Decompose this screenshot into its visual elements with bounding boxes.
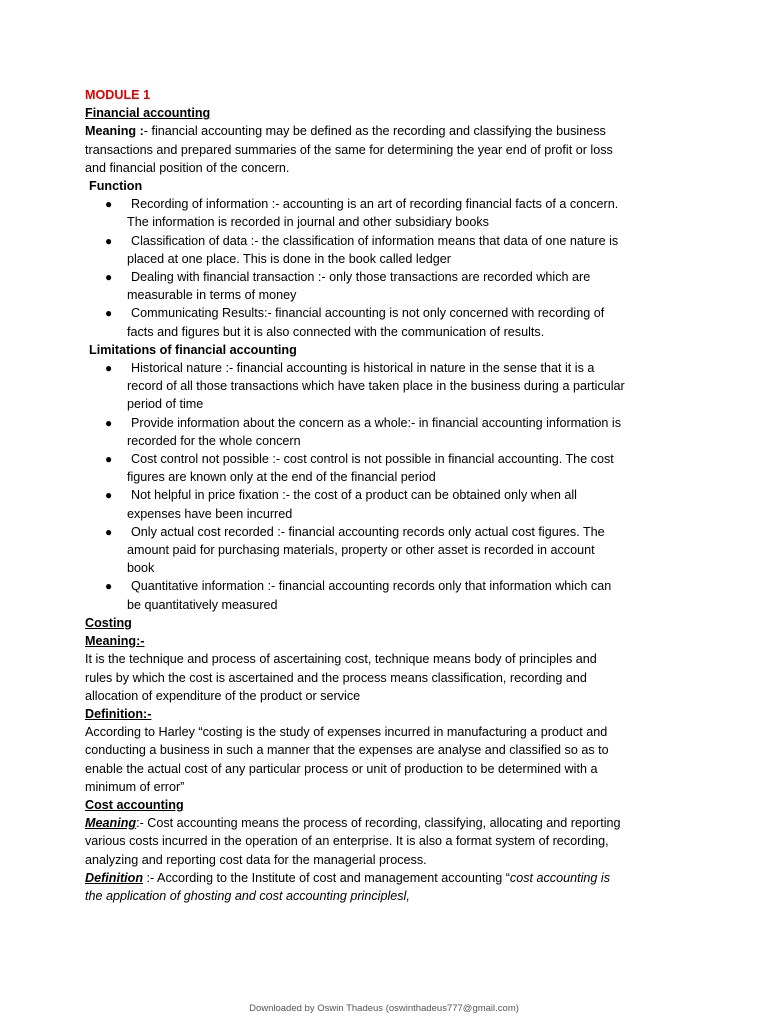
list-item: ● Classification of data :- the classification of information means that data of one nature is placed at one place. This is done in the book called ledger (105, 233, 619, 266)
financial-accounting-heading: Financial accounting (85, 106, 211, 121)
list-item: ● Historical nature :- financial accounting is historical in nature in the sense that it is a record of all those transactions which have taken place in the business during a particular period of time (105, 361, 625, 412)
costing-definition-text: According to Harley “costing is the study of expenses incurred in manufacturing a product and conducting a business in such a manner that the expenses are analyse and classified so as to enable the actual cost of any particular process or unit of production to be determined with a minimum of error” (85, 725, 609, 794)
cost-accounting-meaning-text: :- Cost accounting means the process of recording, classifying, allocating and reporting various costs incurred in the operation of an enterprise. It is also a format system of recording, analyzing and reporting cost data for the managerial process. (85, 816, 621, 867)
bullet-icon: ● (105, 233, 113, 248)
document-page (85, 86, 625, 905)
costing-heading: Costing (85, 615, 132, 630)
financial-accounting-meaning (85, 122, 625, 177)
cost-accounting-meaning (85, 814, 625, 869)
cost-accounting-heading: Cost accounting (85, 797, 184, 812)
list-item: ● Provide information about the concern as a whole:- in financial accounting information is recorded for the whole concern (105, 415, 622, 448)
meaning-label: Meaning : (85, 124, 144, 139)
bullet-icon: ● (105, 524, 113, 539)
cost-accounting-definition (85, 869, 625, 905)
bullet-icon: ● (105, 306, 113, 321)
bullet-icon: ● (105, 270, 113, 285)
limitations-heading: Limitations of financial accounting (89, 342, 297, 357)
costing-meaning-text: It is the technique and process of ascertaining cost, technique means body of principles and rules by which the cost is ascertained and the process means classification, recording and allocation of expenditure of the product or service (85, 652, 597, 703)
cost-accounting-definition-quote: cost accounting is the application of ghosting and cost accounting principlesl, (85, 870, 611, 903)
cost-accounting-definition-text: :- According to the Institute of cost and management accounting “ (143, 870, 510, 885)
list-item: ● Recording of information :- accounting is an art of recording financial facts of a concern. The information is recorded in journal and other subsidiary books (105, 197, 619, 230)
bullet-icon: ● (105, 415, 113, 430)
cost-accounting-definition-label: Definition (85, 870, 144, 885)
function-list (85, 195, 625, 341)
list-item: ● Cost control not possible :- cost control is not possible in financial accounting. The cost figures are known only at the end of the financial period (105, 452, 614, 485)
list-item: ● Not helpful in price fixation :- the cost of a product can be obtained only when all expenses have been incurred (105, 488, 577, 521)
meaning-text: - financial accounting may be defined as the recording and classifying the business transactions and prepared summaries of the same for determining the year end of profit or loss and financial position of the concern. (85, 124, 613, 175)
costing-meaning-label: Meaning:- (85, 634, 145, 649)
module-title: MODULE 1 (85, 88, 151, 102)
bullet-icon: ● (105, 579, 113, 594)
bullet-icon: ● (105, 361, 113, 376)
list-item: ● Only actual cost recorded :- financial accounting records only actual cost figures. The amount paid for purchasing materials, property or other asset is recorded in account book (105, 524, 605, 576)
bullet-icon: ● (105, 488, 113, 503)
bullet-icon: ● (105, 452, 113, 467)
list-item: ● Communicating Results:- financial accounting is not only concerned with recording of facts and figures but it is also connected with the communication of results. (105, 306, 605, 339)
bullet-icon: ● (105, 197, 113, 212)
list-item: ● Quantitative information :- financial accounting records only that information which can be quantitatively measured (105, 579, 612, 612)
download-footer: Downloaded by Oswin Thadeus (oswinthadeus777@gmail.com) (249, 1003, 519, 1014)
function-heading: Function (89, 179, 143, 194)
limitations-list (85, 359, 625, 614)
list-item: ● Dealing with financial transaction :- only those transactions are recorded which are measurable in terms of money (105, 270, 591, 303)
cost-accounting-meaning-label: Meaning (85, 816, 137, 831)
costing-definition-label: Definition:- (85, 706, 152, 721)
